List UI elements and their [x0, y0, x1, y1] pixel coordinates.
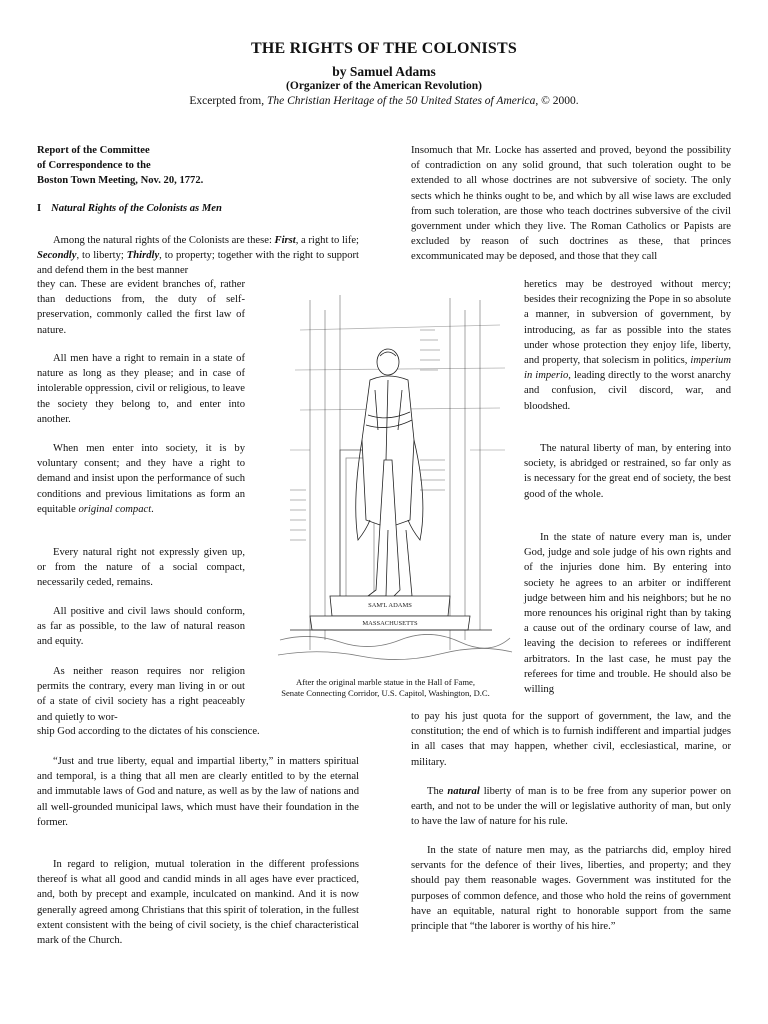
right-paragraph-5 — [411, 843, 731, 934]
document-title: THE RIGHTS OF THE COLONISTS — [251, 40, 517, 57]
paragraph: The natural liberty of man, by entering into society, is abridged or restrained, so far only as is necessary for the great end of society, the best good of the whole. — [524, 443, 731, 500]
committee-line: Boston Town Meeting, Nov. 20, 1772. — [37, 175, 204, 186]
author-role: (Organizer of the American Revolution) — [286, 80, 482, 92]
paragraph: Among the natural rights of the Colonists are these: First, a right to life; Secondly, to liberty; Thirdly, to property; together with the right to support and defend them in the best manner — [37, 235, 360, 277]
source-book-title: The Christian Heritage of the 50 United States of America — [266, 95, 536, 107]
source-suffix: , © 2000. — [535, 95, 579, 107]
left-paragraph-7 — [37, 754, 359, 830]
right-paragraph-4 — [411, 784, 731, 830]
left-paragraph-8 — [37, 857, 359, 948]
section-number: I — [37, 203, 42, 214]
paragraph: Every natural right not expressly given up, or from the nature of a social compact, necessarily ceded, remains. — [37, 547, 245, 589]
left-paragraph-5 — [37, 604, 245, 650]
right-paragraph-2 — [524, 441, 731, 502]
left-paragraph-4 — [37, 545, 245, 591]
paragraph: When men enter into society, it is by voluntary consent; and they have a right to demand and insist upon the performance of such conditions and previous limitations as form an equitable original compact. — [37, 443, 245, 515]
right-paragraph-1-bottom — [524, 277, 731, 414]
statue-drawing — [270, 290, 520, 675]
paragraph: to pay his just quota for the support of government, the law, and the constitution; the end of which is to furnish indifferent and impartial judges in all cases that may happen, whether civil, ecclesiastical, marine, or military. — [411, 711, 731, 768]
figure-caption — [258, 677, 513, 699]
left-paragraph-1-bottom — [37, 277, 245, 338]
right-paragraph-3-bottom — [411, 709, 731, 770]
paragraph: In regard to religion, mutual toleration in the different professions thereof is what all good and candid minds in all ages have ever practiced, and, both by precept and example, inculcated on mankind. And it is now generally agreed among Christians that this spirit of toleration, in the fullest extent consistent with the being of civil society, is the chief characteristical mark of the Church. — [37, 859, 359, 947]
paragraph: “Just and true liberty, equal and impartial liberty,” in matters spiritual and temporal, is a thing that all men are clearly entitled to by the eternal and immutable laws of God and nature, as well as by the law of nations and all well-grounded municipal laws, which must have their foundation in the former. — [37, 756, 359, 828]
left-paragraph-6-top — [37, 664, 245, 725]
committee-heading — [37, 143, 287, 188]
paragraph: ship God according to the dictates of his conscience. — [37, 726, 260, 737]
caption-line: After the original marble statue in the Hall of Fame, — [296, 677, 475, 687]
left-paragraph-3 — [37, 441, 245, 517]
paragraph: In the state of nature men may, as the patriarchs did, employ hired servants for the defence of their lives, liberties, and property; and they should pay them reasonable wages. Government was instituted for the purposes of common defence, and those who hold the reins of government have an equitable, natural right to honorable support from the same principle that “the laborer is worthy of his hire.” — [411, 845, 731, 933]
section-title: Natural Rights of the Colonists as Men — [51, 203, 222, 214]
paragraph: Insomuch that Mr. Locke has asserted and proved, beyond the possibility of contradiction on any solid ground, that such toleration ought to be extended to all whose doctrines are not subversive of society. The only sects which he thinks ought to be, and which by all wise laws are excluded from such toleration, are those who teach doctrines subversive of the civil government under which they live. The Roman Catholics or Papists are excluded by reason of such doctrines as these, that princes excommunicated may be deposed, and those that they call — [411, 145, 731, 263]
right-paragraph-1-top — [411, 143, 731, 265]
right-paragraph-3-top — [524, 530, 731, 697]
paragraph: As neither reason requires nor religion permits the contrary, every man living in or out of a state of civil society has a right peaceably and quietly to wor- — [37, 666, 245, 723]
committee-line: of Correspondence to the — [37, 160, 151, 171]
paragraph: they can. These are evident branches of, rather than deductions from, the duty of self-preservation, commonly called the first law of nature. — [37, 279, 245, 336]
paragraph: All men have a right to remain in a state of nature as long as they please; and in case of intolerable oppression, civil or religious, to leave the society they belong to, and enter into another. — [37, 353, 245, 425]
plaque-state: MASSACHUSETTS — [362, 620, 418, 627]
section-heading — [37, 203, 357, 214]
left-paragraph-6-bottom — [37, 724, 359, 739]
plaque-name: SAM'L ADAMS — [368, 602, 412, 609]
committee-line: Report of the Committee — [37, 145, 150, 156]
paragraph: The natural liberty of man is to be free from any superior power on earth, and not to be under the will or legislative authority of man, but only to have the law of nature for his rule. — [411, 786, 732, 828]
paragraph: heretics may be destroyed without mercy; besides their recognizing the Pope in so absolute a manner, in subversion of government, by introducing, as far as possible into the states under whose protection they enjoy life, liberty, and property, that solecism in politics, imperium in imperio, leading directly to the worst anarchy and confusion, civil discord, war, and bloodshed. — [524, 279, 731, 412]
paragraph: In the state of nature every man is, under God, judge and sole judge of his own rights and of the injuries done him. By entering into society he agrees to an arbiter or indifferent judge between him and his neighbors; but he no more renounces his original right than by taking a cause out of the ordinary course of law, and leaving the decision to referees or indifferent arbitrators. In the last case, he must pay the referees for time and trouble. He should also be willing — [524, 532, 731, 696]
paragraph: All positive and civil laws should conform, as far as possible, to the law of natural reason and equity. — [37, 606, 245, 648]
author-line: by Samuel Adams — [332, 64, 436, 79]
source-prefix: Excerpted from, — [189, 95, 267, 107]
statue-illustration — [270, 290, 520, 675]
left-paragraph-2 — [37, 351, 245, 427]
left-paragraph-1-top — [37, 233, 359, 279]
caption-line: Senate Connecting Corridor, U.S. Capitol, Washington, D.C. — [281, 688, 490, 698]
source-line — [0, 95, 768, 107]
